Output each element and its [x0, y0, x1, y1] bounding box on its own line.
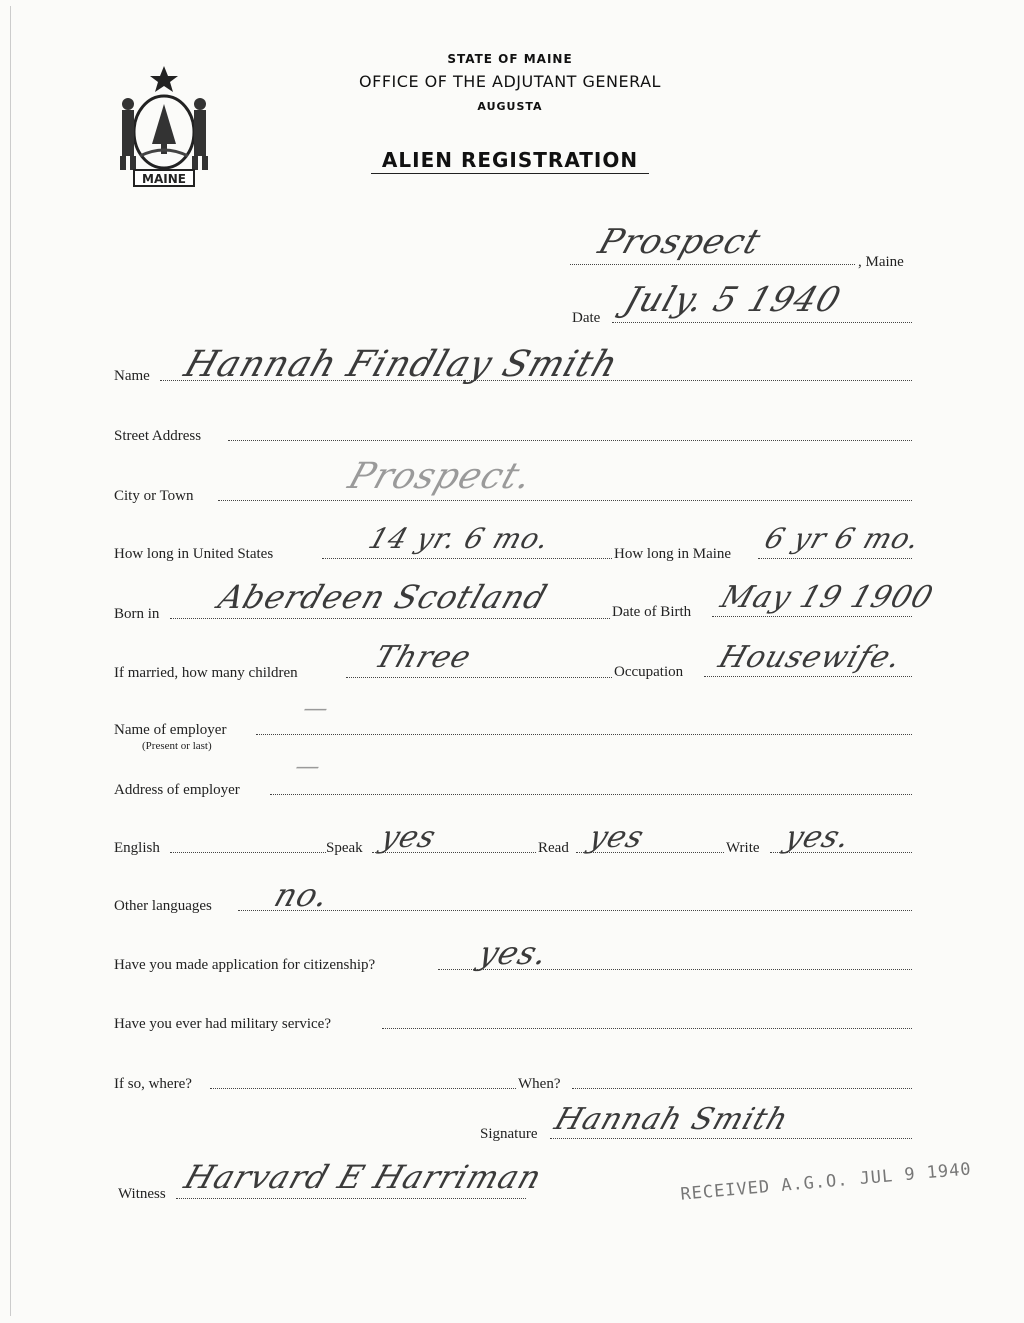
children-label: If married, how many children: [114, 665, 298, 681]
occupation-label: Occupation: [614, 664, 684, 680]
how-long-us-label: How long in United States: [114, 546, 274, 562]
date-entry: July. 5 1940: [619, 280, 847, 320]
witness-entry: Harvard E Harriman: [179, 1158, 547, 1196]
write-label: Write: [726, 840, 760, 856]
how-long-maine-entry: 6 yr 6 mo.: [760, 522, 925, 555]
city-label: City or Town: [114, 488, 194, 504]
children-entry: Three: [370, 640, 476, 675]
employer-address-label: Address of employer: [114, 782, 240, 798]
born-in-entry: Aberdeen Scotland: [213, 578, 553, 616]
signature-label: Signature: [480, 1126, 538, 1142]
street-field[interactable]: [228, 440, 912, 441]
signature-field[interactable]: [550, 1138, 912, 1139]
employer-entry: —: [299, 694, 334, 722]
employer-address-field[interactable]: [270, 794, 912, 795]
when-label: When?: [518, 1076, 561, 1092]
speak-label: Speak: [326, 840, 363, 856]
employer-note: (Present or last): [142, 740, 212, 752]
witness-field[interactable]: [176, 1198, 526, 1199]
how-long-us-entry: 14 yr. 6 mo.: [364, 522, 555, 555]
dob-entry: May 19 1900: [716, 580, 938, 615]
read-label: Read: [538, 840, 569, 856]
children-field[interactable]: [346, 677, 612, 678]
witness-label: Witness: [118, 1186, 166, 1202]
signature-entry: Hannah Smith: [550, 1102, 794, 1137]
header-office: OFFICE OF THE ADJUTANT GENERAL: [359, 72, 661, 91]
form-title: ALIEN REGISTRATION: [381, 148, 639, 172]
english-label: English: [114, 840, 160, 856]
header-city: AUGUSTA: [477, 100, 543, 113]
when-field[interactable]: [572, 1088, 912, 1089]
citizenship-label: Have you made application for citizenship?: [114, 957, 376, 973]
received-stamp: RECEIVED A.G.O. JUL 9 1940: [679, 1159, 973, 1205]
where-field[interactable]: [210, 1088, 516, 1089]
english-field[interactable]: [170, 852, 326, 853]
town-entry: Prospect: [593, 222, 767, 262]
date-label: Date: [572, 310, 601, 326]
citizenship-entry: yes.: [473, 934, 554, 972]
born-in-label: Born in: [114, 606, 160, 622]
how-long-us-field[interactable]: [322, 558, 612, 559]
employer-label: Name of employer: [114, 722, 227, 738]
maine-label: , Maine: [858, 254, 904, 270]
read-entry: yes: [584, 820, 649, 855]
how-long-maine-label: How long in Maine: [614, 546, 732, 562]
city-field[interactable]: [218, 500, 912, 501]
title-underline: [371, 173, 649, 174]
where-label: If so, where?: [114, 1076, 192, 1092]
maine-state-seal-icon: [112, 64, 216, 190]
header-state: STATE OF MAINE: [447, 52, 573, 66]
other-languages-label: Other languages: [114, 898, 212, 914]
employer-field[interactable]: [256, 734, 912, 735]
write-entry: yes.: [780, 820, 856, 855]
other-languages-entry: no.: [269, 876, 335, 914]
military-field[interactable]: [382, 1028, 912, 1029]
city-entry: Prospect.: [343, 456, 538, 497]
street-label: Street Address: [114, 428, 202, 444]
name-entry: Hannah Findlay Smith: [179, 344, 624, 385]
born-in-field[interactable]: [170, 618, 610, 619]
speak-entry: yes: [376, 820, 441, 855]
military-label: Have you ever had military service?: [114, 1016, 331, 1032]
dob-field[interactable]: [712, 616, 912, 617]
other-languages-field[interactable]: [238, 910, 912, 911]
name-label: Name: [114, 368, 150, 384]
dob-label: Date of Birth: [612, 604, 692, 620]
town-field[interactable]: [570, 264, 855, 265]
occupation-entry: Housewife.: [714, 640, 907, 675]
occupation-field[interactable]: [704, 676, 912, 677]
employer-address-entry: —: [291, 752, 326, 780]
seal-maine-text: MAINE: [142, 172, 186, 186]
how-long-maine-field[interactable]: [758, 558, 912, 559]
date-field[interactable]: [612, 322, 912, 323]
